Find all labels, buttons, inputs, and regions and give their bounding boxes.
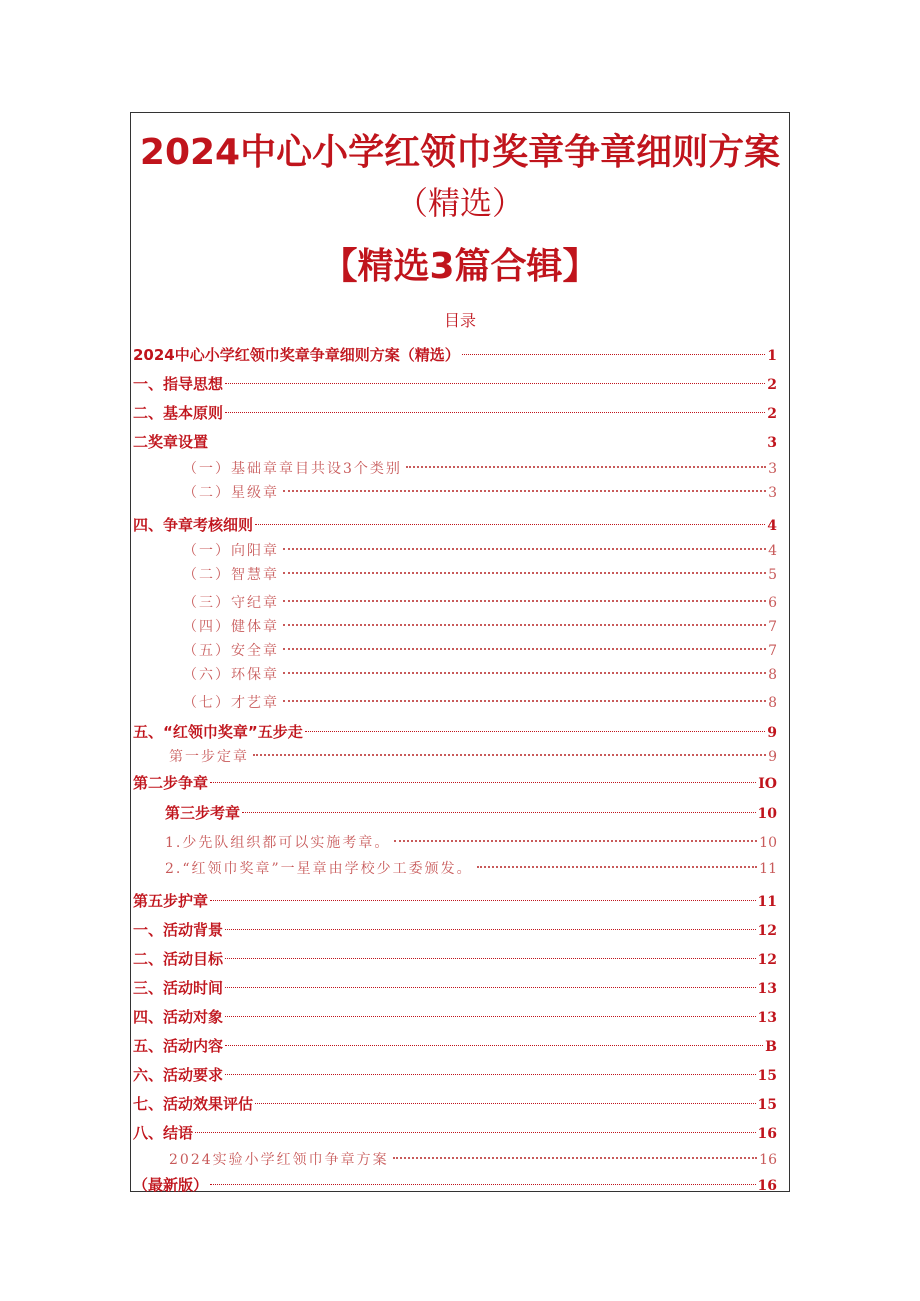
toc-entry-label: 五、活动内容 <box>133 1037 224 1055</box>
toc-entry-page: B <box>765 1039 777 1055</box>
toc-entry[interactable] <box>133 766 777 792</box>
toc-entry[interactable] <box>169 1142 777 1168</box>
toc-entry-page: 3 <box>768 485 777 501</box>
toc-entry-page: 3 <box>767 435 777 451</box>
document-title: 2024中心小学红领巾奖章争章细则方案 <box>139 132 781 173</box>
toc-entry[interactable] <box>133 942 777 968</box>
toc-entry-label: 六、活动要求 <box>133 1066 224 1084</box>
toc-entry[interactable] <box>183 633 777 659</box>
toc-entry[interactable] <box>133 1168 777 1194</box>
toc-entry-label: （二）星级章 <box>183 485 279 501</box>
toc-entry-label: 一、指导思想 <box>133 375 224 393</box>
toc-entry[interactable] <box>133 1000 777 1026</box>
toc-entry[interactable] <box>183 585 777 611</box>
toc-leader <box>210 766 756 788</box>
toc-leader <box>251 739 766 761</box>
toc-leader <box>391 1142 758 1164</box>
toc-entry-label: 三、活动时间 <box>133 979 224 997</box>
toc-entry-page: 16 <box>757 1126 777 1142</box>
toc-entry[interactable] <box>133 1029 777 1055</box>
toc-entry-label: 第三步考章 <box>165 804 241 822</box>
toc-entry-page: 3 <box>768 461 777 477</box>
toc-entry-page: 10 <box>757 806 777 822</box>
toc-entry-label: （二）智慧章 <box>183 567 279 583</box>
toc-entry-page: 1 <box>767 348 777 364</box>
toc-entry-page: 4 <box>767 518 777 534</box>
toc-entry-label: （三）守纪章 <box>183 595 279 611</box>
toc-entry-label: 二、活动目标 <box>133 950 224 968</box>
toc-leader <box>462 338 765 360</box>
toc-entry[interactable] <box>183 557 777 583</box>
toc-entry-page: 7 <box>768 643 777 659</box>
toc-entry-label: 1.少先队组织都可以实施考章。 <box>165 835 391 851</box>
toc-entry-label: （一）向阳章 <box>183 543 279 559</box>
toc-leader <box>225 1029 763 1051</box>
toc-entry-label: （五）安全章 <box>183 643 279 659</box>
toc-entry[interactable] <box>133 1087 777 1113</box>
toc-entry[interactable] <box>165 825 777 851</box>
toc-entry-page: 7 <box>768 619 777 635</box>
toc-entry-label: 第二步争章 <box>133 774 209 792</box>
toc-entry-label: 八、结语 <box>133 1124 194 1142</box>
toc-leader <box>255 1087 756 1109</box>
toc-leader <box>225 971 756 993</box>
toc-entry-label: 2024实验小学红领巾争章方案 <box>169 1152 389 1168</box>
toc-leader <box>225 1000 756 1022</box>
toc-leader <box>281 557 766 579</box>
toc-entry[interactable] <box>133 884 777 910</box>
toc-entry-label: （六）环保章 <box>183 667 279 683</box>
toc-entry-label: 五、“红领巾奖章”五步走 <box>133 723 303 741</box>
toc-entry-label: （四）健体章 <box>183 619 279 635</box>
toc-entry-page: 5 <box>768 567 777 583</box>
toc-entry-label: 二、基本原则 <box>133 404 224 422</box>
toc-leader <box>210 1168 756 1190</box>
toc-entry[interactable] <box>133 971 777 997</box>
toc-leader <box>281 685 766 707</box>
toc-entry-page: 8 <box>768 695 777 711</box>
toc-leader <box>210 425 765 447</box>
toc-leader <box>404 451 766 473</box>
toc-entry[interactable] <box>133 1116 777 1142</box>
toc-entry-label: 一、活动背景 <box>133 921 224 939</box>
toc-entry[interactable] <box>183 657 777 683</box>
toc-leader <box>225 367 765 389</box>
toc-entry-label: （最新版） <box>133 1176 209 1194</box>
toc-heading: 目录 <box>443 311 476 330</box>
toc-entry-page: 9 <box>767 725 777 741</box>
toc-leader <box>281 609 766 631</box>
toc-entry-page: 11 <box>759 861 777 877</box>
toc-leader <box>225 942 756 964</box>
document-title-suffix: （精选） <box>395 184 524 222</box>
toc-entry-label: （一）基础章章目共设3个类别 <box>183 461 402 477</box>
toc-entry[interactable] <box>133 425 777 451</box>
toc-leader <box>281 585 766 607</box>
toc-entry[interactable] <box>183 533 777 559</box>
toc-entry[interactable] <box>133 1058 777 1084</box>
toc-entry[interactable] <box>169 739 777 765</box>
toc-entry-page: 13 <box>757 981 777 997</box>
toc-entry-page: 15 <box>757 1068 777 1084</box>
toc-entry[interactable] <box>183 685 777 711</box>
toc-entry-page: 12 <box>757 923 777 939</box>
toc-leader <box>225 396 765 418</box>
toc-leader <box>475 851 758 873</box>
toc-entry[interactable] <box>133 715 777 741</box>
toc-leader <box>195 1116 756 1138</box>
toc-entry[interactable] <box>133 367 777 393</box>
toc-entry-page: 16 <box>757 1178 777 1194</box>
toc-leader <box>305 715 766 737</box>
toc-entry-page: 4 <box>768 543 777 559</box>
toc-entry-page: 2 <box>767 406 777 422</box>
toc-entry-label: 2.“红领巾奖章”一星章由学校少工委颁发。 <box>165 861 473 877</box>
document-subtitle: 【精选3篇合辑】 <box>321 246 599 287</box>
toc-entry-page: 15 <box>757 1097 777 1113</box>
toc-leader <box>281 475 766 497</box>
toc-leader <box>210 884 756 906</box>
toc-entry-page: IO <box>758 776 777 792</box>
toc-leader <box>281 657 766 679</box>
toc-entry-page: 9 <box>768 749 777 765</box>
toc-entry-label: （七）才艺章 <box>183 695 279 711</box>
toc-entry-page: 2 <box>767 377 777 393</box>
toc-entry-label: 七、活动效果评估 <box>133 1095 254 1113</box>
toc-entry-page: 8 <box>768 667 777 683</box>
toc-entry-page: 11 <box>757 894 777 910</box>
toc-leader <box>225 1058 756 1080</box>
toc-leader <box>242 796 756 818</box>
toc-entry-page: 13 <box>757 1010 777 1026</box>
toc-entry-page: 10 <box>759 835 777 851</box>
toc-entry-page: 6 <box>768 595 777 611</box>
toc-leader <box>255 508 765 530</box>
toc-leader <box>392 825 757 847</box>
toc-entry[interactable] <box>133 913 777 939</box>
toc-entry[interactable] <box>133 338 777 364</box>
toc-leader <box>281 533 766 555</box>
toc-leader <box>281 633 766 655</box>
toc-entry[interactable] <box>165 851 777 877</box>
toc-entry[interactable] <box>133 396 777 422</box>
toc-entry[interactable] <box>183 609 777 635</box>
toc-entry-page: 12 <box>757 952 777 968</box>
toc-leader <box>225 913 756 935</box>
toc-entry-label: 第一步定章 <box>169 749 249 765</box>
toc-entry-page: 16 <box>759 1152 777 1168</box>
toc-entry[interactable] <box>183 475 777 501</box>
toc-entry-label: 2024中心小学红领巾奖章争章细则方案（精选） <box>133 346 460 364</box>
toc-entry[interactable] <box>165 796 777 822</box>
toc-entry[interactable] <box>133 508 777 534</box>
toc-entry-label: 二奖章设置 <box>133 433 209 451</box>
toc-entry-label: 四、活动对象 <box>133 1008 224 1026</box>
toc-entry[interactable] <box>183 451 777 477</box>
toc-entry-label: 第五步护章 <box>133 892 209 910</box>
toc-entry-label: 四、争章考核细则 <box>133 516 254 534</box>
